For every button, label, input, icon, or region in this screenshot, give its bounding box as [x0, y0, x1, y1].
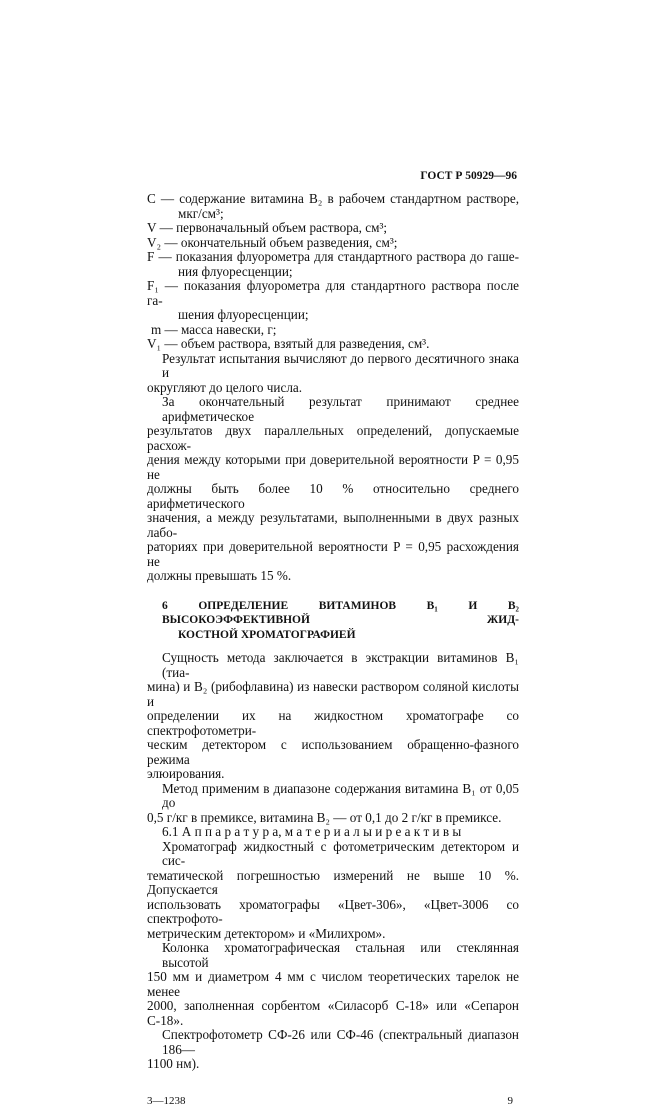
text-line: определении их на жидкостном хроматографе со спектрофотометри- [147, 708, 519, 738]
text-line: 150 мм и диаметром 4 мм с числом теоретических тарелок не менее [147, 969, 519, 999]
text-line: использовать хроматографы «Цвет-306», «Цвет-3006 со спектрофото- [147, 896, 519, 926]
text-line: Хроматограф жидкостный с фотометрическим детектором и сис- [162, 838, 519, 868]
text-line: округляют до целого числа. [147, 379, 303, 395]
text-line: 0,5 г/кг в премиксе, витамина В₂ — от 0,1 до 2 г/кг в премиксе. [147, 809, 502, 825]
text-line: V — первоначальный объем раствора, см³; [147, 220, 388, 235]
text-line: Метод применим в диапазоне содержания витамина В₁ от 0,05 до [162, 780, 519, 810]
text-line: За окончательный результат принимают среднее арифметическое [162, 394, 519, 424]
text-line: 2000, заполненная сорбентом «Силасорб С-18» или «Сепарон С-18». [147, 998, 519, 1028]
text-line: тематической погрешностью измерений не выше 10 %. Допускается [147, 867, 519, 897]
text-line: Колонка хроматографическая стальная или стеклянная высотой [162, 940, 519, 970]
section-heading: 6 ОПРЕДЕЛЕНИЕ ВИТАМИНОВ В₁ И В₂ ВЫСОКОЭФФЕКТИВНОЙ ЖИД- [162, 599, 519, 626]
section-heading: КОСТНОЙ ХРОМАТОГРАФИЕЙ [178, 628, 356, 641]
text-line: F — показания флуорометра для стандартного раствора до гаше- [147, 249, 519, 264]
text-line: метрическим детектором» и «Милихром». [147, 925, 386, 941]
text-line: результатов двух параллельных определений, допускаемые расхож- [147, 423, 519, 453]
text-line: элюирования. [147, 766, 225, 781]
text-line: m — масса навески, г; [151, 321, 277, 337]
footer-code: 3—1238 [147, 1094, 186, 1107]
text-line: шения флуоресценции; [178, 307, 309, 322]
text-body [147, 192, 519, 1108]
text-line: 1100 нм). [147, 1056, 200, 1071]
text-line: значения, а между результатами, выполненными в двух разных лабо- [147, 510, 519, 540]
text-line: раториях при доверительной вероятности P = 0,95 расхождения не [147, 539, 519, 569]
standard-number-header: ГОСТ Р 50929—96 [420, 170, 517, 182]
page-footer [147, 1094, 519, 1108]
text-line: ния флуоресценции; [178, 263, 293, 279]
text-line: ческим детектором с использованием обращенно-фазного режима [147, 737, 519, 767]
text-line: должны превышать 15 %. [147, 568, 292, 583]
text-line: F₁ — показания флуорометра для стандартного раствора после га- [147, 278, 519, 308]
text-line: V₂ — окончательный объем разведения, см³; [147, 234, 398, 250]
subsection-heading: 6.1 А п п а р а т у р а, м а т е р и а л ы и р е а к т и в ы [162, 824, 462, 839]
text-line: мкг/см³; [178, 205, 224, 221]
page-number: 9 [507, 1094, 513, 1107]
text-line: мина) и В₂ (рибофлавина) из навески раствором соляной кислоты и [147, 679, 519, 709]
text-line: V₁ — объем раствора, взятый для разведения, см³. [147, 336, 430, 351]
text-line: должны быть более 10 % относительно среднего арифметического [147, 481, 519, 511]
text-line: Результат испытания вычисляют до первого десятичного знака и [162, 350, 519, 380]
text-line: C — содержание витамина В₂ в рабочем стандартном растворе, [147, 191, 519, 206]
text-line: дения между которыми при доверительной вероятности P = 0,95 не [147, 452, 519, 482]
text-line: Сущность метода заключается в экстракции витаминов В₁ (тиа- [162, 650, 519, 680]
text-line: Спектрофотометр СФ-26 или СФ-46 (спектральный диапазон 186— [162, 1027, 519, 1057]
